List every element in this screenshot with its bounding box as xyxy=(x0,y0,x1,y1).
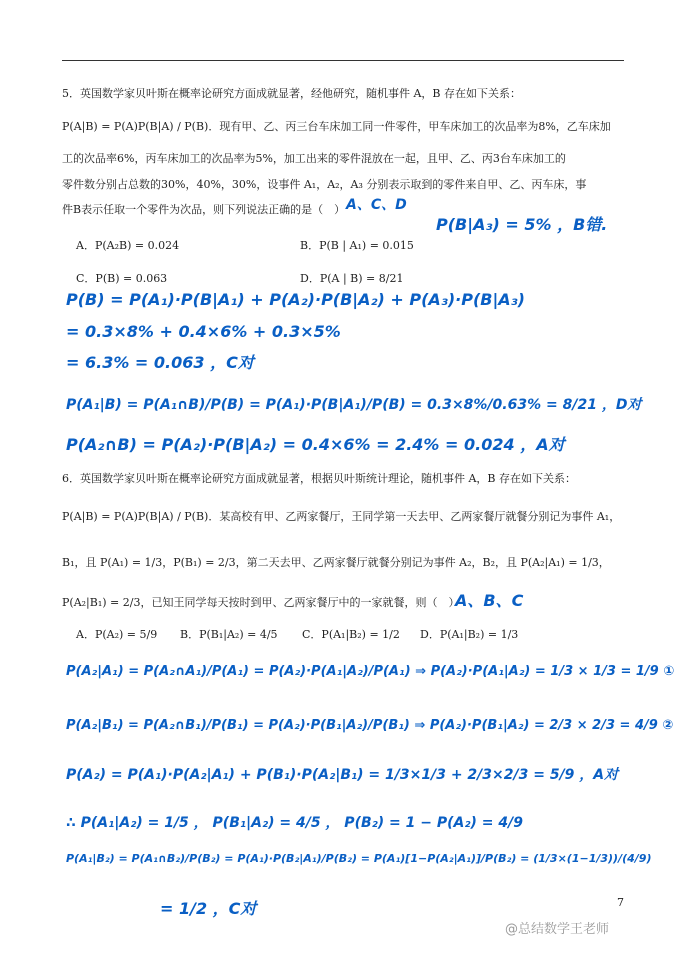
q5-handwritten-answer: A、C、D xyxy=(346,197,407,213)
q6-work-line-3: P(A₂) = P(A₁)·P(A₂|A₁) + P(B₁)·P(A₂|B₁) = 1/3×1/3 + 2/3×2/3 = 5/9 ，A对 xyxy=(66,767,619,783)
q6-work-line-5: P(A₁|B₂) = P(A₁∩B₂)/P(B₂) = P(A₁)·P(B₂|A₁)/P(B₂) = P(A₁)[1−P(A₂|A₁)]/P(B₂) = (1/3×(1−1/3))/(4/9) xyxy=(66,852,652,865)
header-rule xyxy=(62,60,624,61)
q6-work-line-6: = 1/2 ，C对 xyxy=(160,899,257,918)
q6-handwritten-answer: A、B、C xyxy=(455,591,524,610)
q6-line-2: P(A|B) = P(A)P(B|A) / P(B)．某高校有甲、乙两家餐厅，王同学第一天去甲、乙两家餐厅就餐分别记为事件 A₁， xyxy=(62,510,621,523)
q5-work-line-3: = 6.3% = 0.063 ，C对 xyxy=(66,353,254,372)
q6-line-4: P(A₂|B₁) = 2/3，已知王同学每天按时到甲、乙两家餐厅中的一家就餐，则（ ） xyxy=(62,596,460,609)
q6-option-c: C．P(A₁|B₂) = 1/2 xyxy=(302,628,400,641)
q6-line-3: B₁，且 P(A₁) = 1/3，P(B₁) = 2/3，第二天去甲、乙两家餐厅就餐分别记为事件 A₂，B₂，且 P(A₂|A₁) = 1/3， xyxy=(62,556,610,569)
watermark: @总结数学王老师 xyxy=(505,922,610,937)
q5-work-line-4: P(A₁|B) = P(A₁∩B)/P(B) = P(A₁)·P(B|A₁)/P(B) = 0.3×8%/0.63% = 8/21 ，D对 xyxy=(66,397,642,413)
q6-work-line-1: P(A₂|A₁) = P(A₂∩A₁)/P(A₁) = P(A₂)·P(A₁|A₂)/P(A₁) ⇒ P(A₂)·P(A₁|A₂) = 1/3 × 1/3 = 1/9 ① xyxy=(66,664,675,679)
q5-handwritten-note: P(B|A₃) = 5% ，B错. xyxy=(436,215,608,234)
q5-work-line-2: = 0.3×8% + 0.4×6% + 0.3×5% xyxy=(66,322,341,341)
q5-line-1: 5．英国数学家贝叶斯在概率论研究方面成就显著，经他研究，随机事件 A，B 存在如下关系： xyxy=(62,87,522,100)
q6-work-line-2: P(A₂|B₁) = P(A₂∩B₁)/P(B₁) = P(A₂)·P(B₁|A₂)/P(B₁) ⇒ P(A₂)·P(B₁|A₂) = 2/3 × 2/3 = 4/9 ② xyxy=(66,718,674,733)
q5-work-line-5: P(A₂∩B) = P(A₂)·P(B|A₂) = 0.4×6% = 2.4% = 0.024 ，A对 xyxy=(66,435,565,454)
q5-work-line-1: P(B) = P(A₁)·P(B|A₁) + P(A₂)·P(B|A₂) + P(A₃)·P(B|A₃) xyxy=(66,290,525,309)
q5-line-3: 工的次品率6%，丙车床加工的次品率为5%，加工出来的零件混放在一起，且甲、乙、丙3台车床加工的 xyxy=(62,152,566,165)
q6-option-b: B．P(B₁|A₂) = 4/5 xyxy=(180,628,278,641)
q5-option-d: D．P(A | B) = 8/21 xyxy=(300,272,404,285)
q6-option-a: A．P(A₂) = 5/9 xyxy=(76,628,158,641)
q6-line-1: 6．英国数学家贝叶斯在概率论研究方面成就显著，根据贝叶斯统计理论，随机事件 A，B 存在如下关系： xyxy=(62,472,577,485)
q5-line-4: 零件数分别占总数的30%，40%，30%，设事件 A₁，A₂，A₃ 分别表示取到的零件来自甲、乙、丙车床，事 xyxy=(62,178,587,191)
q6-work-line-4: ∴ P(A₁|A₂) = 1/5 ， P(B₁|A₂) = 4/5 ， P(B₂) = 1 − P(A₂) = 4/9 xyxy=(66,815,523,831)
q5-line-2: P(A|B) = P(A)P(B|A) / P(B)．现有甲、乙、丙三台车床加工同一件零件，甲车床加工的次品率为8%，乙车床加 xyxy=(62,120,611,133)
q5-line-5: 件B表示任取一个零件为次品，则下列说法正确的是（ ） xyxy=(62,203,346,216)
q6-option-d: D．P(A₁|B₂) = 1/3 xyxy=(420,628,519,641)
q5-option-a: A．P(A₂B) = 0.024 xyxy=(76,239,180,252)
page-number: 7 xyxy=(617,896,624,909)
q5-option-c: C．P(B) = 0.063 xyxy=(76,272,168,285)
q5-option-b: B．P(B | A₁) = 0.015 xyxy=(300,239,414,252)
